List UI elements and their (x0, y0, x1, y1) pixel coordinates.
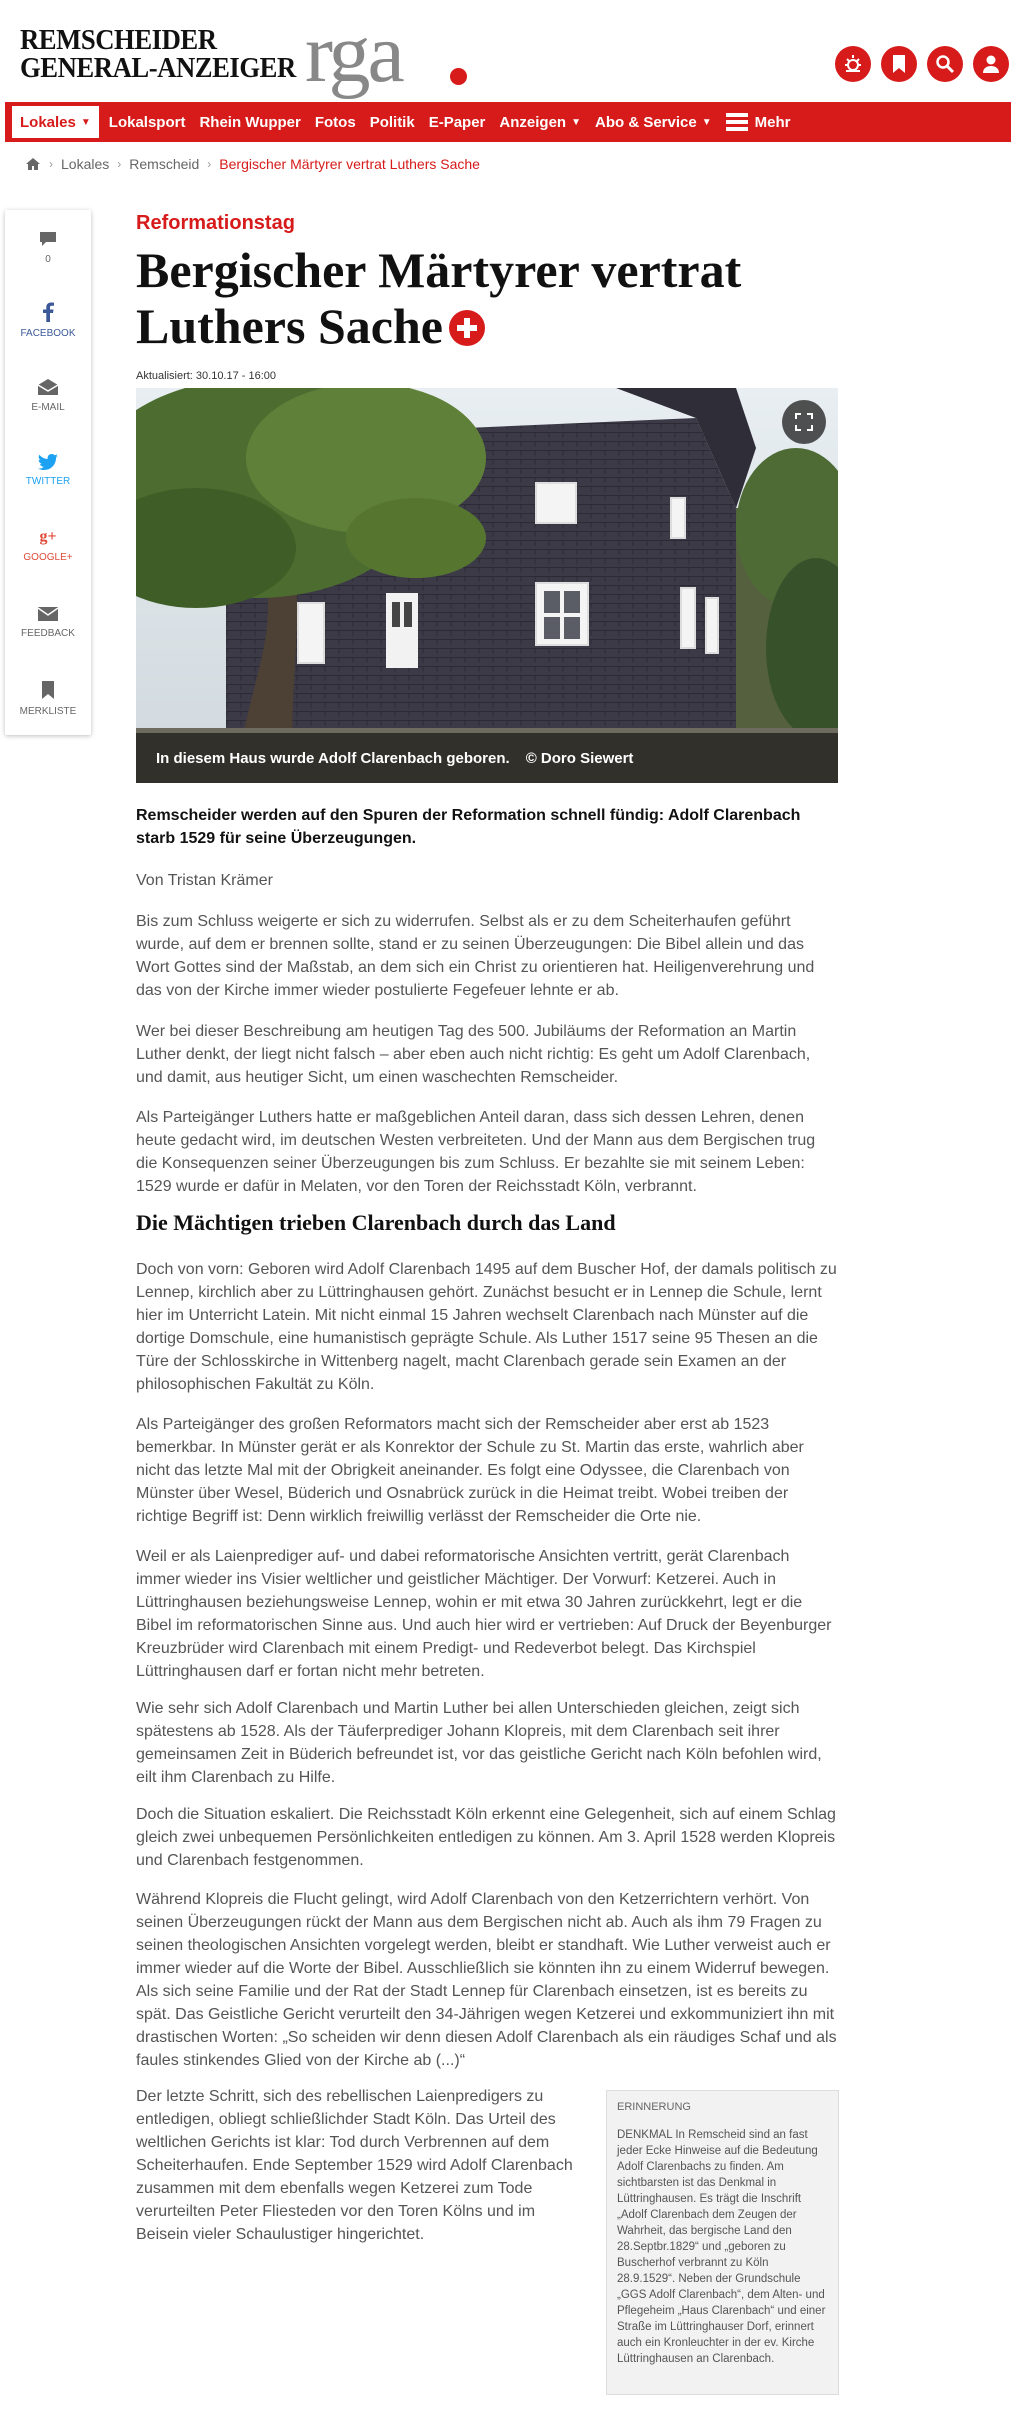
envelope-icon (37, 606, 59, 622)
article-title-text: Bergischer Märtyrer vertrat Luthers Sache (136, 242, 742, 354)
breadcrumb-remscheid[interactable]: Remscheid (129, 156, 200, 172)
breadcrumb-separator: › (207, 157, 212, 171)
nav-label: Lokales (20, 113, 76, 131)
breadcrumb-separator: › (49, 157, 53, 171)
plus-badge-icon (449, 310, 485, 346)
logo-dot (450, 68, 467, 85)
nav-label: Abo & Service (595, 113, 697, 131)
header-actions (835, 46, 1009, 82)
rga-logo: rga (305, 7, 402, 100)
nav-item-mehr[interactable] (719, 102, 798, 142)
chevron-down-icon: ▼ (701, 116, 712, 128)
article-paragraph: Weil er als Laienprediger auf- und dabei reformatorische Ansichten vertritt, gerät Clarenbach immer wieder ins Visier weltlicher und geistlicher Mächtiger. Der Vorwurf: Ketzerei. Auch in Lüttringhausen beziehungsweise Lennep, wohin er mit etwa 30 Jahren zurückkehrt, legt er die Bibel im reformatorischen Sinne aus. Und auch hier wird er vertrieben: Auf Druck der Beyenburger Kreuzbrüder wird Clarenbach mit einem Predigt- und Redeverbot belegt. Das Kirchspiel Lüttringhausen darf er fortan nicht mehr betreten. (136, 1548, 832, 1680)
nav-item-politik[interactable]: Politik (369, 113, 415, 131)
article-paragraph: Doch die Situation eskaliert. Die Reichsstadt Köln erkennt eine Gelegenheit, sich auf einem Schlag gleich zwei unbequemen Persönlichkeiten entledigen zu können. Am 3. April 1528 werden Klopreis und Clarenbach festgenommen. (136, 1806, 836, 1869)
article-paragraph: Wer bei dieser Beschreibung am heutigen Tag des 500. Jubiläums der Reformation an Martin Luther denkt, der liegt nicht falsch – aber eben auch nicht richtig: Es geht um Adolf Clarenbach, und damit, aus heutiger Sicht, um einen waschechten Remscheider. (136, 1023, 811, 1086)
share-email-button[interactable] (5, 378, 91, 413)
comment-icon (38, 230, 58, 248)
article-title (136, 242, 838, 354)
article-author: Von Tristan Krämer (136, 872, 273, 889)
user-icon[interactable] (973, 46, 1009, 82)
article-paragraph: Als Parteigänger des großen Reformators macht sich der Remscheider aber erst ab 1523 bemerkbar. In Münster gerät er als Konrektor der Schule zu St. Martin das erste, wahrlich aber nicht das letzte Mal mit der Obrigkeit aneinander. Es folgt eine Odyssee, die Clarenbach von Münster über Wesel, Büderich und Osnabrück zurück in die Heimat treibt. Wobei treiben der richtige Begriff ist: Denn wirklich freiwillig verlässt der Remscheider die Orte nie. (136, 1416, 804, 1525)
search-icon[interactable] (927, 46, 963, 82)
chevron-down-icon: ▼ (80, 116, 91, 128)
bookmark-icon (41, 680, 55, 700)
article-paragraph: Doch von vorn: Geboren wird Adolf Clarenbach 1495 auf dem Buscher Hof, der damals politisch zu Lennep, kirchlich aber zu Lüttringhausen gehört. Zunächst besucht er in Lennep die Schule, lernt hier im Unterricht Latein. Mit nicht einmal 15 Jahren wechselt Clarenbach nach Münster auf die dortige Domschule, eine humanistisch geprägte Schule. Als Luther 1517 seine 95 Thesen an die Türe der Schlosskirche in Wittenberg nagelt, macht Clarenbach gerade sein Examen an der philosophischen Fakultät zu Köln. (136, 1261, 837, 1393)
comment-count: 0 (45, 254, 51, 265)
nav-label: Anzeigen (499, 113, 567, 131)
photo-credit: © Doro Siewert (525, 749, 634, 767)
social-share-bar (5, 210, 91, 735)
masthead-wordmark (20, 26, 296, 82)
email-icon (37, 378, 59, 396)
share-label: TWITTER (25, 476, 71, 487)
share-label: GOOGLE+ (23, 552, 73, 563)
masthead-line-1: REMSCHEIDER (20, 24, 217, 56)
merkliste-button[interactable] (5, 680, 91, 717)
breadcrumb (25, 156, 480, 172)
nav-label: Mehr (754, 113, 791, 131)
masthead-line-2: GENERAL-ANZEIGER (20, 52, 296, 84)
share-label: FACEBOOK (20, 328, 76, 339)
main-nav (5, 102, 1011, 142)
breadcrumb-lokales[interactable]: Lokales (61, 156, 110, 172)
fullscreen-button[interactable] (782, 400, 826, 444)
chevron-down-icon: ▼ (571, 116, 581, 128)
nav-item-epaper[interactable]: E-Paper (428, 113, 486, 131)
article-paragraph: Während Klopreis die Flucht gelingt, wird Adolf Clarenbach von den Ketzerrichtern verhört. Von seinen Überzeugungen rückt der Mann aus dem Bergischen nicht ab. Auch als ihm 79 Fragen zu seinen theologischen Ansichten vorgelegt werden, bleibt er standhaft. Wie Luther verweist auch er immer wieder auf die Worte der Bibel. Ausschließlich sie könnten ihn zu einem Widerruf bewegen. Als sich seine Familie und der Rat der Stadt Lennep für Clarenbach einsetzen, ist es bereits zu spät. Das Geistliche Gericht verurteilt den 34-Jährigen wegen Ketzerei und exkommuniziert ihn mit drastischen Worten: „So scheiden wir denn diesen Adolf Clarenbach als ein räudiges Schaf und als faules stinkendes Glied von der Kirche ab (...)“ (136, 1891, 837, 2069)
breadcrumb-separator: › (117, 157, 122, 171)
site-header (0, 0, 1017, 100)
nav-item-lokales[interactable] (12, 106, 99, 138)
breadcrumb-current: Bergischer Märtyrer vertrat Luthers Sache (219, 156, 480, 172)
info-box (606, 2090, 839, 2395)
article-lead: Remscheider werden auf den Spuren der Reformation schnell fündig: Adolf Clarenbach starb 1529 für seine Überzeugungen. (136, 807, 801, 847)
info-box-text: DENKMAL In Remscheid sind an fast jeder Ecke Hinweise auf die Bedeutung Adolf Clarenbachs zu finden. Am sichtbarsten ist das Denkmal in Lüttringhausen. Es trägt die Inschrift „Adolf Clarenbach dem Zeugen der Wahrheit, das bergische Land den 28.Septbr.1829“ und „geboren zu Buscherhof verbrannt zu Köln 28.9.1529“. Neben der Grundschule „GGS Adolf Clarenbach“, dem Alten- und Pflegeheim „Haus Clarenbach“ und einer Straße im Lüttringhauser Dorf, erinnert auch ein Kronleuchter in der ev. Kirche Lüttringhausen an Clarenbach. (617, 2129, 826, 2365)
share-label: E-MAIL (31, 402, 65, 413)
weather-icon[interactable] (835, 46, 871, 82)
feedback-button[interactable] (5, 606, 91, 639)
info-box-title: ERINNERUNG (617, 2101, 691, 2113)
article-paragraph: Als Parteigänger Luthers hatte er maßgeblichen Anteil daran, dass sich dessen Lehren, denen heute gedacht wird, im deutschen Westen verbreiteten. Und der Mann aus dem Bergischen trug die Konsequenzen seiner Überzeugungen bis zum Schluss. Er bezahlte sie mit seinem Leben: 1529 wurde er dafür in Melaten, vor den Toren der Reichsstadt Köln, verbrannt. (136, 1109, 816, 1195)
nav-item-abo-service[interactable] (588, 102, 719, 142)
expand-icon (795, 413, 813, 431)
googleplus-icon: g+ (39, 528, 57, 545)
article-subheading: Die Mächtigen trieben Clarenbach durch das Land (136, 1210, 616, 1235)
menu-icon (726, 113, 748, 131)
article-updated: Aktualisiert: 30.10.17 - 16:00 (136, 370, 277, 382)
house-photo (136, 388, 838, 783)
article-kicker: Reformationstag (136, 212, 295, 234)
share-twitter-button[interactable] (5, 454, 91, 487)
bookmark-icon[interactable] (881, 46, 917, 82)
share-label: MERKLISTE (19, 706, 77, 717)
image-caption (136, 733, 838, 783)
nav-item-lokalsport[interactable]: Lokalsport (108, 113, 186, 131)
article-paragraph: Wie sehr sich Adolf Clarenbach und Martin Luther bei allen Unterschieden gleichen, zeigt sich spätestens ab 1528. Als der Täuferprediger Johann Klopreis, mit dem Clarenbach seit ihrer gemeinsamen Zeit in Büderich befreundet ist, vor das geistliche Gericht nach Köln befohlen wird, eilt ihm Clarenbach zu Hilfe. (136, 1700, 822, 1786)
nav-item-fotos[interactable]: Fotos (314, 113, 356, 131)
caption-text: In diesem Haus wurde Adolf Clarenbach geboren. (156, 749, 510, 767)
home-icon[interactable] (25, 157, 41, 171)
share-label: FEEDBACK (21, 628, 75, 639)
facebook-icon (42, 302, 54, 322)
twitter-icon (38, 454, 58, 470)
share-facebook-button[interactable] (5, 302, 91, 339)
site-logo[interactable] (20, 7, 450, 100)
article-paragraph: Bis zum Schluss weigerte er sich zu widerrufen. Selbst als er zu dem Scheiterhaufen geführt wurde, auf dem er brennen sollte, stand er zu seinen Überzeugungen: Die Bibel allein und das Wort Gottes sind der Maßstab, an dem sich ein Christ zu orientieren hat. Heiligenverehrung und das von der Kirche immer wieder postulierte Fegefeuer lehnte er ab. (136, 913, 815, 999)
share-googleplus-button[interactable] (5, 528, 91, 563)
nav-item-anzeigen[interactable] (492, 102, 588, 142)
article-paragraph: Der letzte Schritt, sich des rebellischen Laienpredigers zu entledigen, obliegt schließlichder Stadt Köln. Das Urteil des weltlichen Gerichts ist klar: Tod durch Verbrennen auf dem Scheiterhaufen. Ende September 1529 wird Adolf Clarenbach zusammen mit dem ebenfalls wegen Ketzerei zum Tode verurteilten Peter Fliesteden vor den Toren Kölns und im Beisein vieler Schaulustiger hingerichtet. (136, 2088, 573, 2243)
hero-image[interactable] (136, 388, 838, 783)
nav-item-rhein-wupper[interactable]: Rhein Wupper (199, 113, 301, 131)
comments-button[interactable] (5, 230, 91, 265)
